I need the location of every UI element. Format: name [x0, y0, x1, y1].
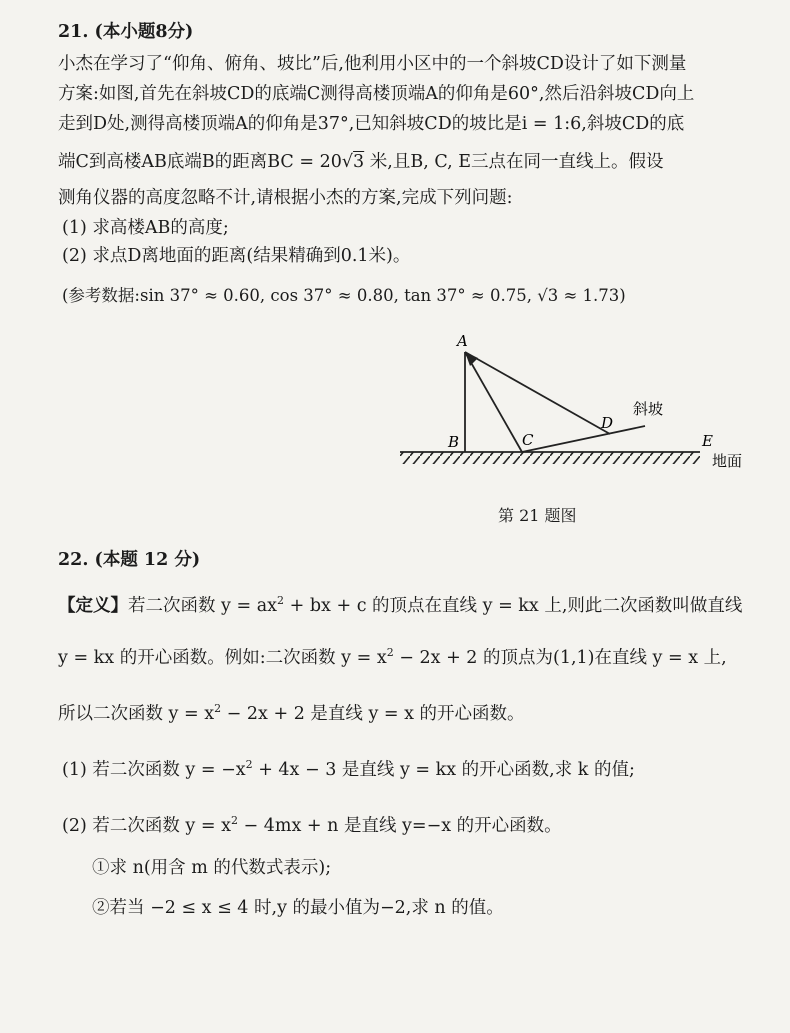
exponent: 2 [245, 758, 253, 772]
q21-line4-sqrt: 3 [353, 152, 365, 172]
label-d: D [601, 414, 614, 432]
sqrt-sign: √ [341, 152, 354, 172]
exponent: 2 [230, 814, 238, 828]
q22-part1 [62, 758, 635, 782]
def-line3-b: − 2x + 2 是直线 y = x 的开心函数。 [221, 704, 525, 724]
exponent: 2 [277, 594, 285, 608]
def-line1-a: 若二次函数 y = ax [128, 596, 278, 616]
def-line3-a: 所以二次函数 y = x [58, 704, 215, 724]
def-line2-a: y = kx 的开心函数。例如:二次函数 y = x [58, 648, 387, 668]
q21-line3: 走到D处,测得高楼顶端A的仰角是37°,已知斜坡CD的坡比是i = 1:6,斜坡CD的底 [58, 114, 685, 134]
q21-line1: 小杰在学习了“仰角、俯角、坡比”后,他利用小区中的一个斜坡CD设计了如下测量 [58, 54, 687, 74]
q22-def-line2 [58, 646, 727, 670]
q21-line2: 方案:如图,首先在斜坡CD的底端C测得高楼顶端A的仰角是60°,然后沿斜坡CD向上 [58, 84, 695, 104]
label-b: B [448, 433, 460, 451]
q22-def-line1 [58, 594, 742, 618]
q21-part1: (1) 求高楼AB的高度; [62, 218, 229, 238]
label-e: E [702, 432, 713, 450]
label-slope: 斜坡 [633, 400, 664, 418]
q22-sub1: ①求 n(用含 m 的代数式表示); [92, 858, 332, 878]
q21-line5: 测角仪器的高度忽略不计,请根据小杰的方案,完成下列问题: [58, 188, 513, 208]
label-c: C [522, 431, 534, 449]
exponent: 2 [386, 646, 394, 660]
slope-line [522, 426, 645, 452]
q21-part2: (2) 求点D离地面的距离(结果精确到0.1米)。 [62, 246, 411, 266]
figure-caption: 第 21 题图 [498, 506, 577, 525]
def-line2-b: − 2x + 2 的顶点为(1,1)在直线 y = x 上, [393, 648, 727, 668]
q21-line4-a: 端C到高楼AB底端B的距离BC = 20 [58, 152, 342, 172]
label-ground: 地面 [712, 452, 743, 470]
def-line1-b: + bx + c 的顶点在直线 y = kx 上,则此二次函数叫做直线 [284, 596, 743, 616]
part2-b: − 4mx + n 是直线 y=−x 的开心函数。 [237, 816, 562, 836]
def-tag: 【定义】 [58, 596, 128, 616]
q21-figure [0, 0, 790, 500]
arrowhead-a [465, 352, 478, 366]
sight-line-da [465, 352, 610, 434]
label-a: A [457, 332, 468, 350]
part1-b: + 4x − 3 是直线 y = kx 的开心函数,求 k 的值; [252, 760, 635, 780]
exponent: 2 [214, 702, 222, 716]
q21-header: 21. (本小题8分) [58, 22, 194, 42]
q21-line4-b: 米,且B, C, E三点在同一直线上。假设 [369, 152, 664, 172]
sight-line-ca [465, 352, 522, 452]
q22-part2 [62, 814, 562, 838]
q22-def-line3 [58, 702, 525, 726]
part1-a: (1) 若二次函数 y = −x [62, 760, 246, 780]
q22-header: 22. (本题 12 分) [58, 550, 201, 570]
q21-reference-data: (参考数据:sin 37° ≈ 0.60, cos 37° ≈ 0.80, tan 37° ≈ 0.75, √3 ≈ 1.73) [62, 286, 626, 305]
q22-sub2: ②若当 −2 ≤ x ≤ 4 时,y 的最小值为−2,求 n 的值。 [92, 898, 504, 918]
ground-hatching [400, 452, 700, 464]
part2-a: (2) 若二次函数 y = x [62, 816, 231, 836]
